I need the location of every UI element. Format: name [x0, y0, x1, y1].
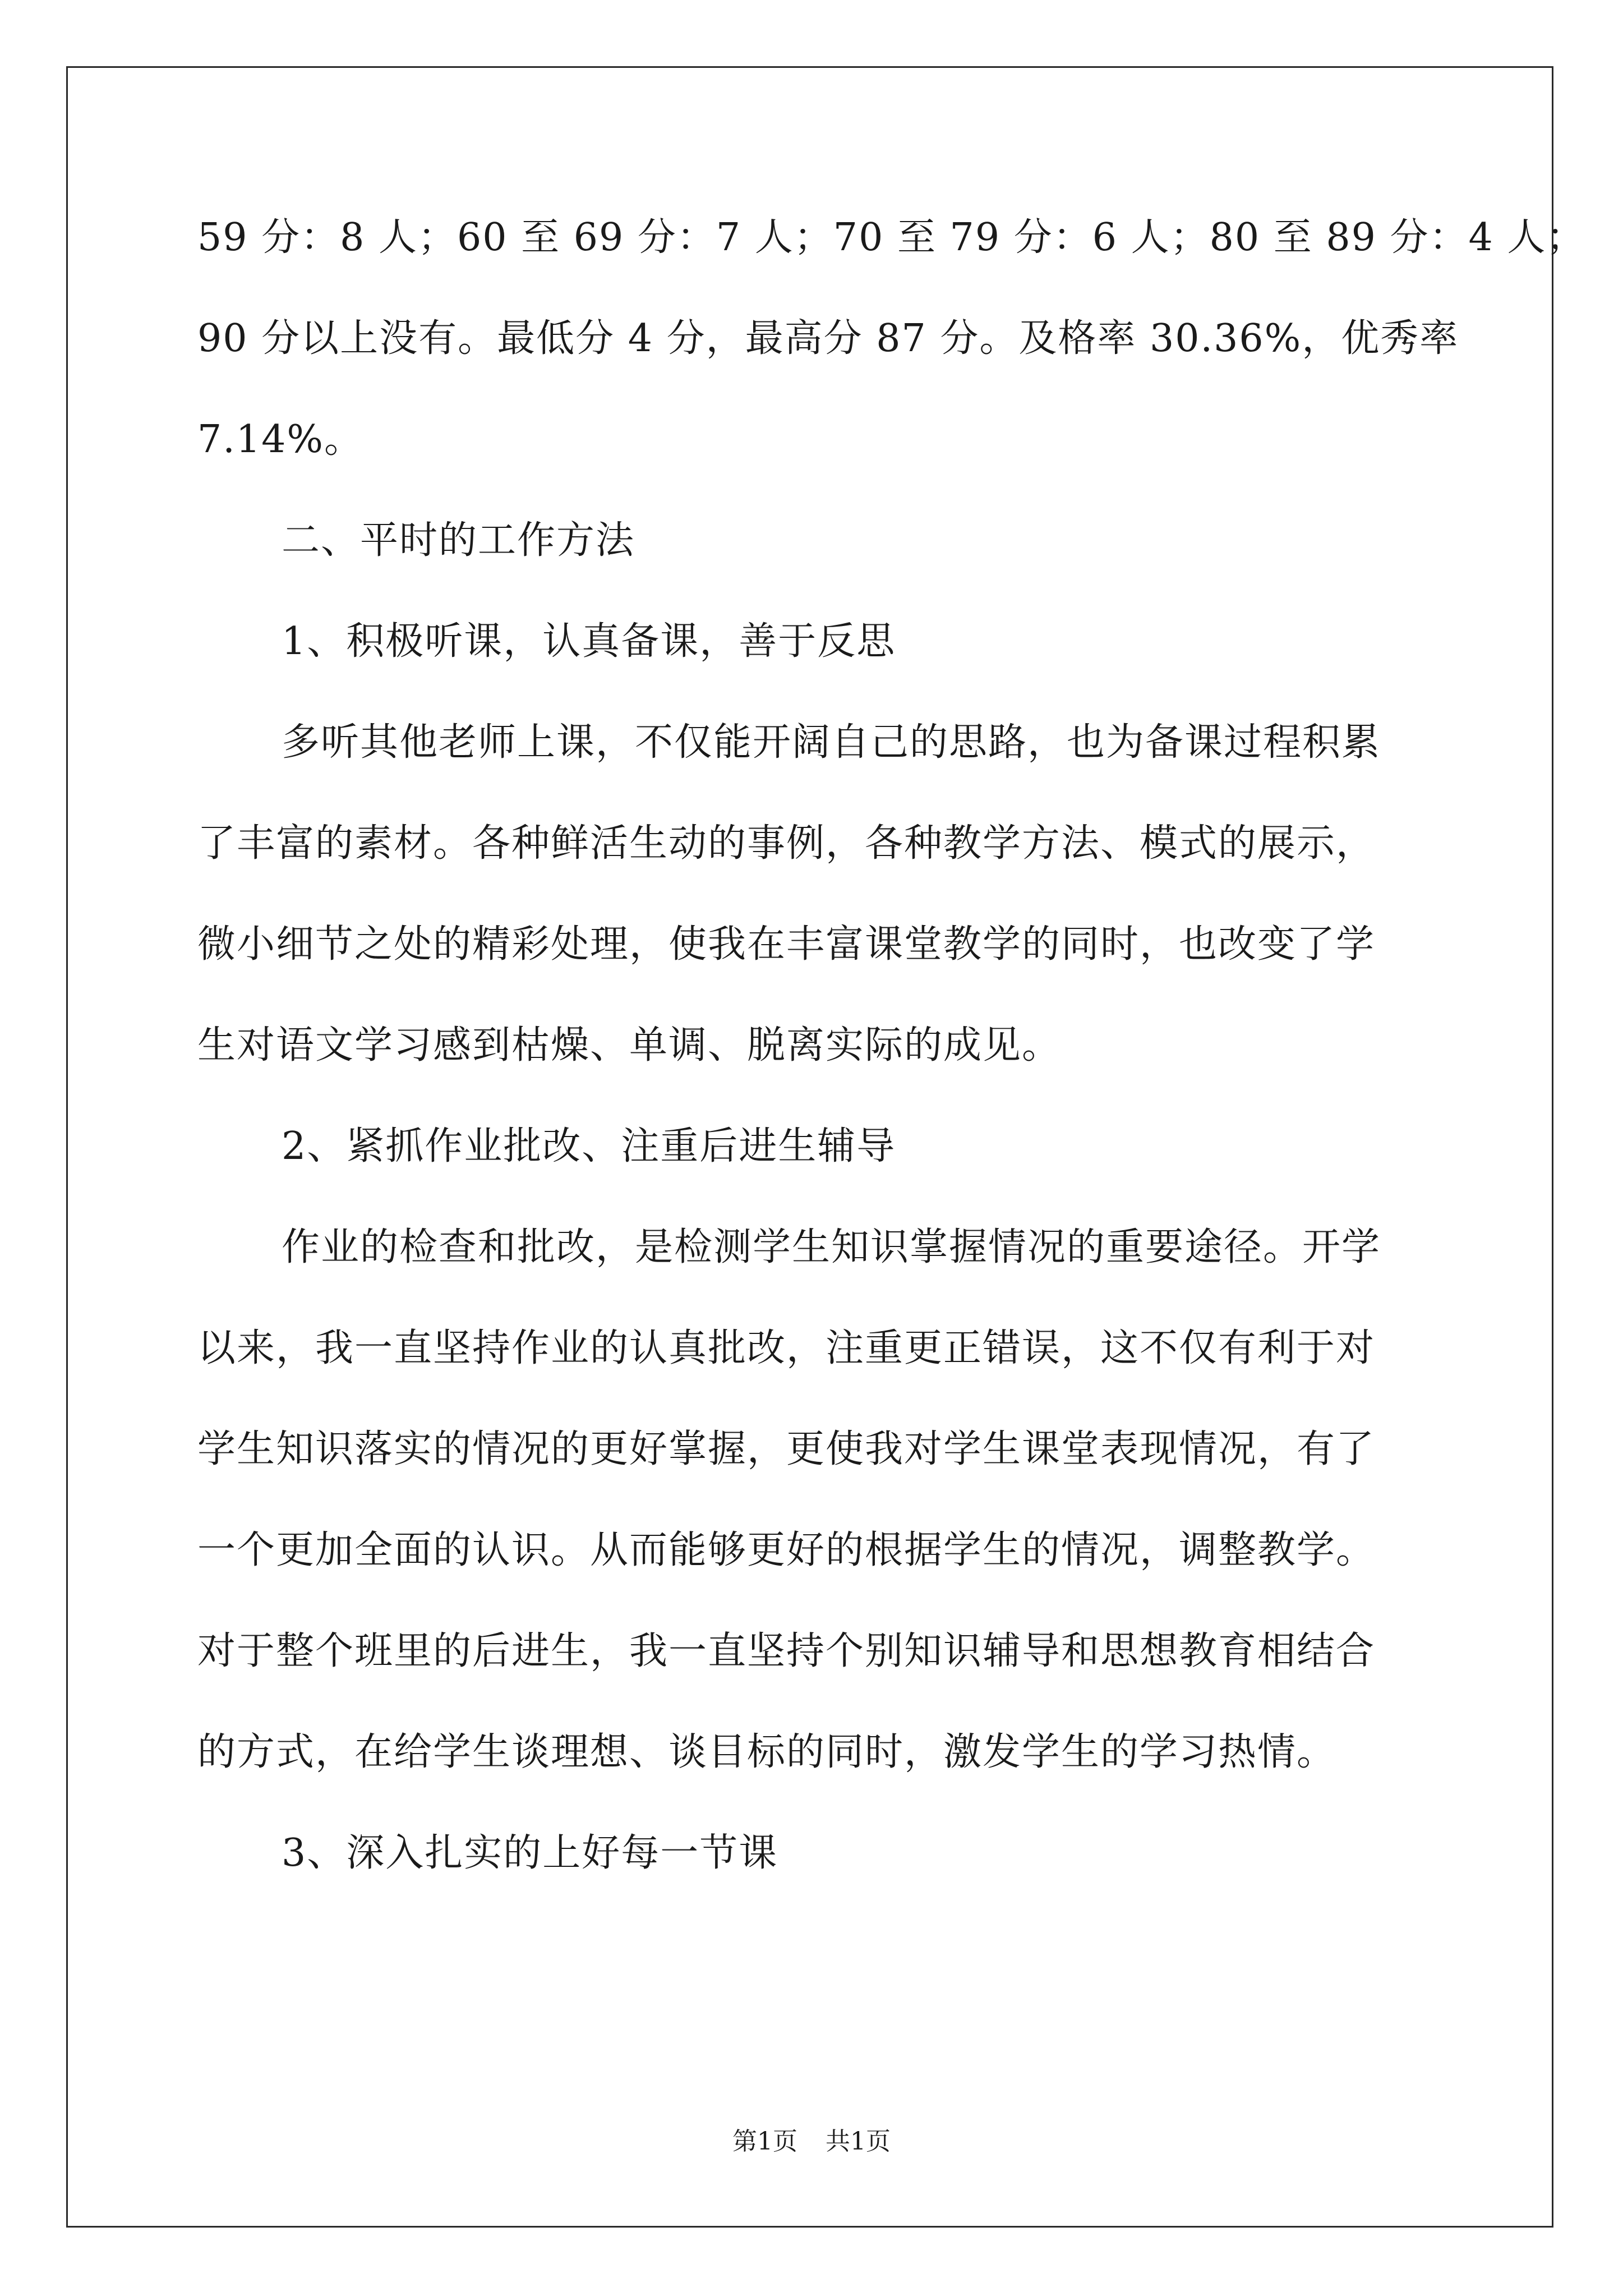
text-line: 生对语文学习感到枯燥、单调、脱离实际的成见。 — [197, 1023, 1062, 1068]
text-line: 7.14%。 — [197, 417, 364, 462]
section-heading: 二、平时的工作方法 — [282, 518, 635, 563]
text-line: 一个更加全面的认识。从而能够更好的根据学生的情况，调整教学。 — [197, 1528, 1376, 1572]
subsection-heading: 1、积极听课，认真备课，善于反思 — [282, 619, 896, 664]
text-line: 以来，我一直坚持作业的认真批改，注重更正错误，这不仅有利于对 — [197, 1326, 1376, 1370]
text-line: 90 分以上没有。最低分 4 分，最高分 87 分。及格率 30.36%，优秀率 — [197, 316, 1459, 361]
text-line: 的方式，在给学生谈理想、谈目标的同时，激发学生的学习热情。 — [197, 1730, 1336, 1774]
text-line: 59 分：8 人；60 至 69 分：7 人；70 至 79 分：6 人；80 至 89 分：4 人； — [197, 215, 1586, 260]
text-line: 学生知识落实的情况的更好掌握，更使我对学生课堂表现情况，有了 — [197, 1427, 1376, 1471]
subsection-heading: 3、深入扎实的上好每一节课 — [282, 1831, 778, 1875]
page-number: 第1页 — [732, 2127, 797, 2156]
page-footer — [0, 2125, 1623, 2159]
text-line: 对于整个班里的后进生，我一直坚持个别知识辅导和思想教育相结合 — [197, 1629, 1376, 1673]
page-total: 共1页 — [826, 2127, 891, 2156]
subsection-heading: 2、紧抓作业批改、注重后进生辅导 — [282, 1124, 896, 1168]
paragraph-start: 作业的检查和批改，是检测学生知识掌握情况的重要途径。开学 — [282, 1225, 1381, 1269]
text-line: 微小细节之处的精彩处理，使我在丰富课堂教学的同时，也改变了学 — [197, 922, 1376, 967]
paragraph-start: 多听其他老师上课，不仅能开阔自己的思路，也为备课过程积累 — [282, 720, 1381, 765]
text-line: 了丰富的素材。各种鲜活生动的事例，各种教学方法、模式的展示， — [197, 821, 1376, 866]
